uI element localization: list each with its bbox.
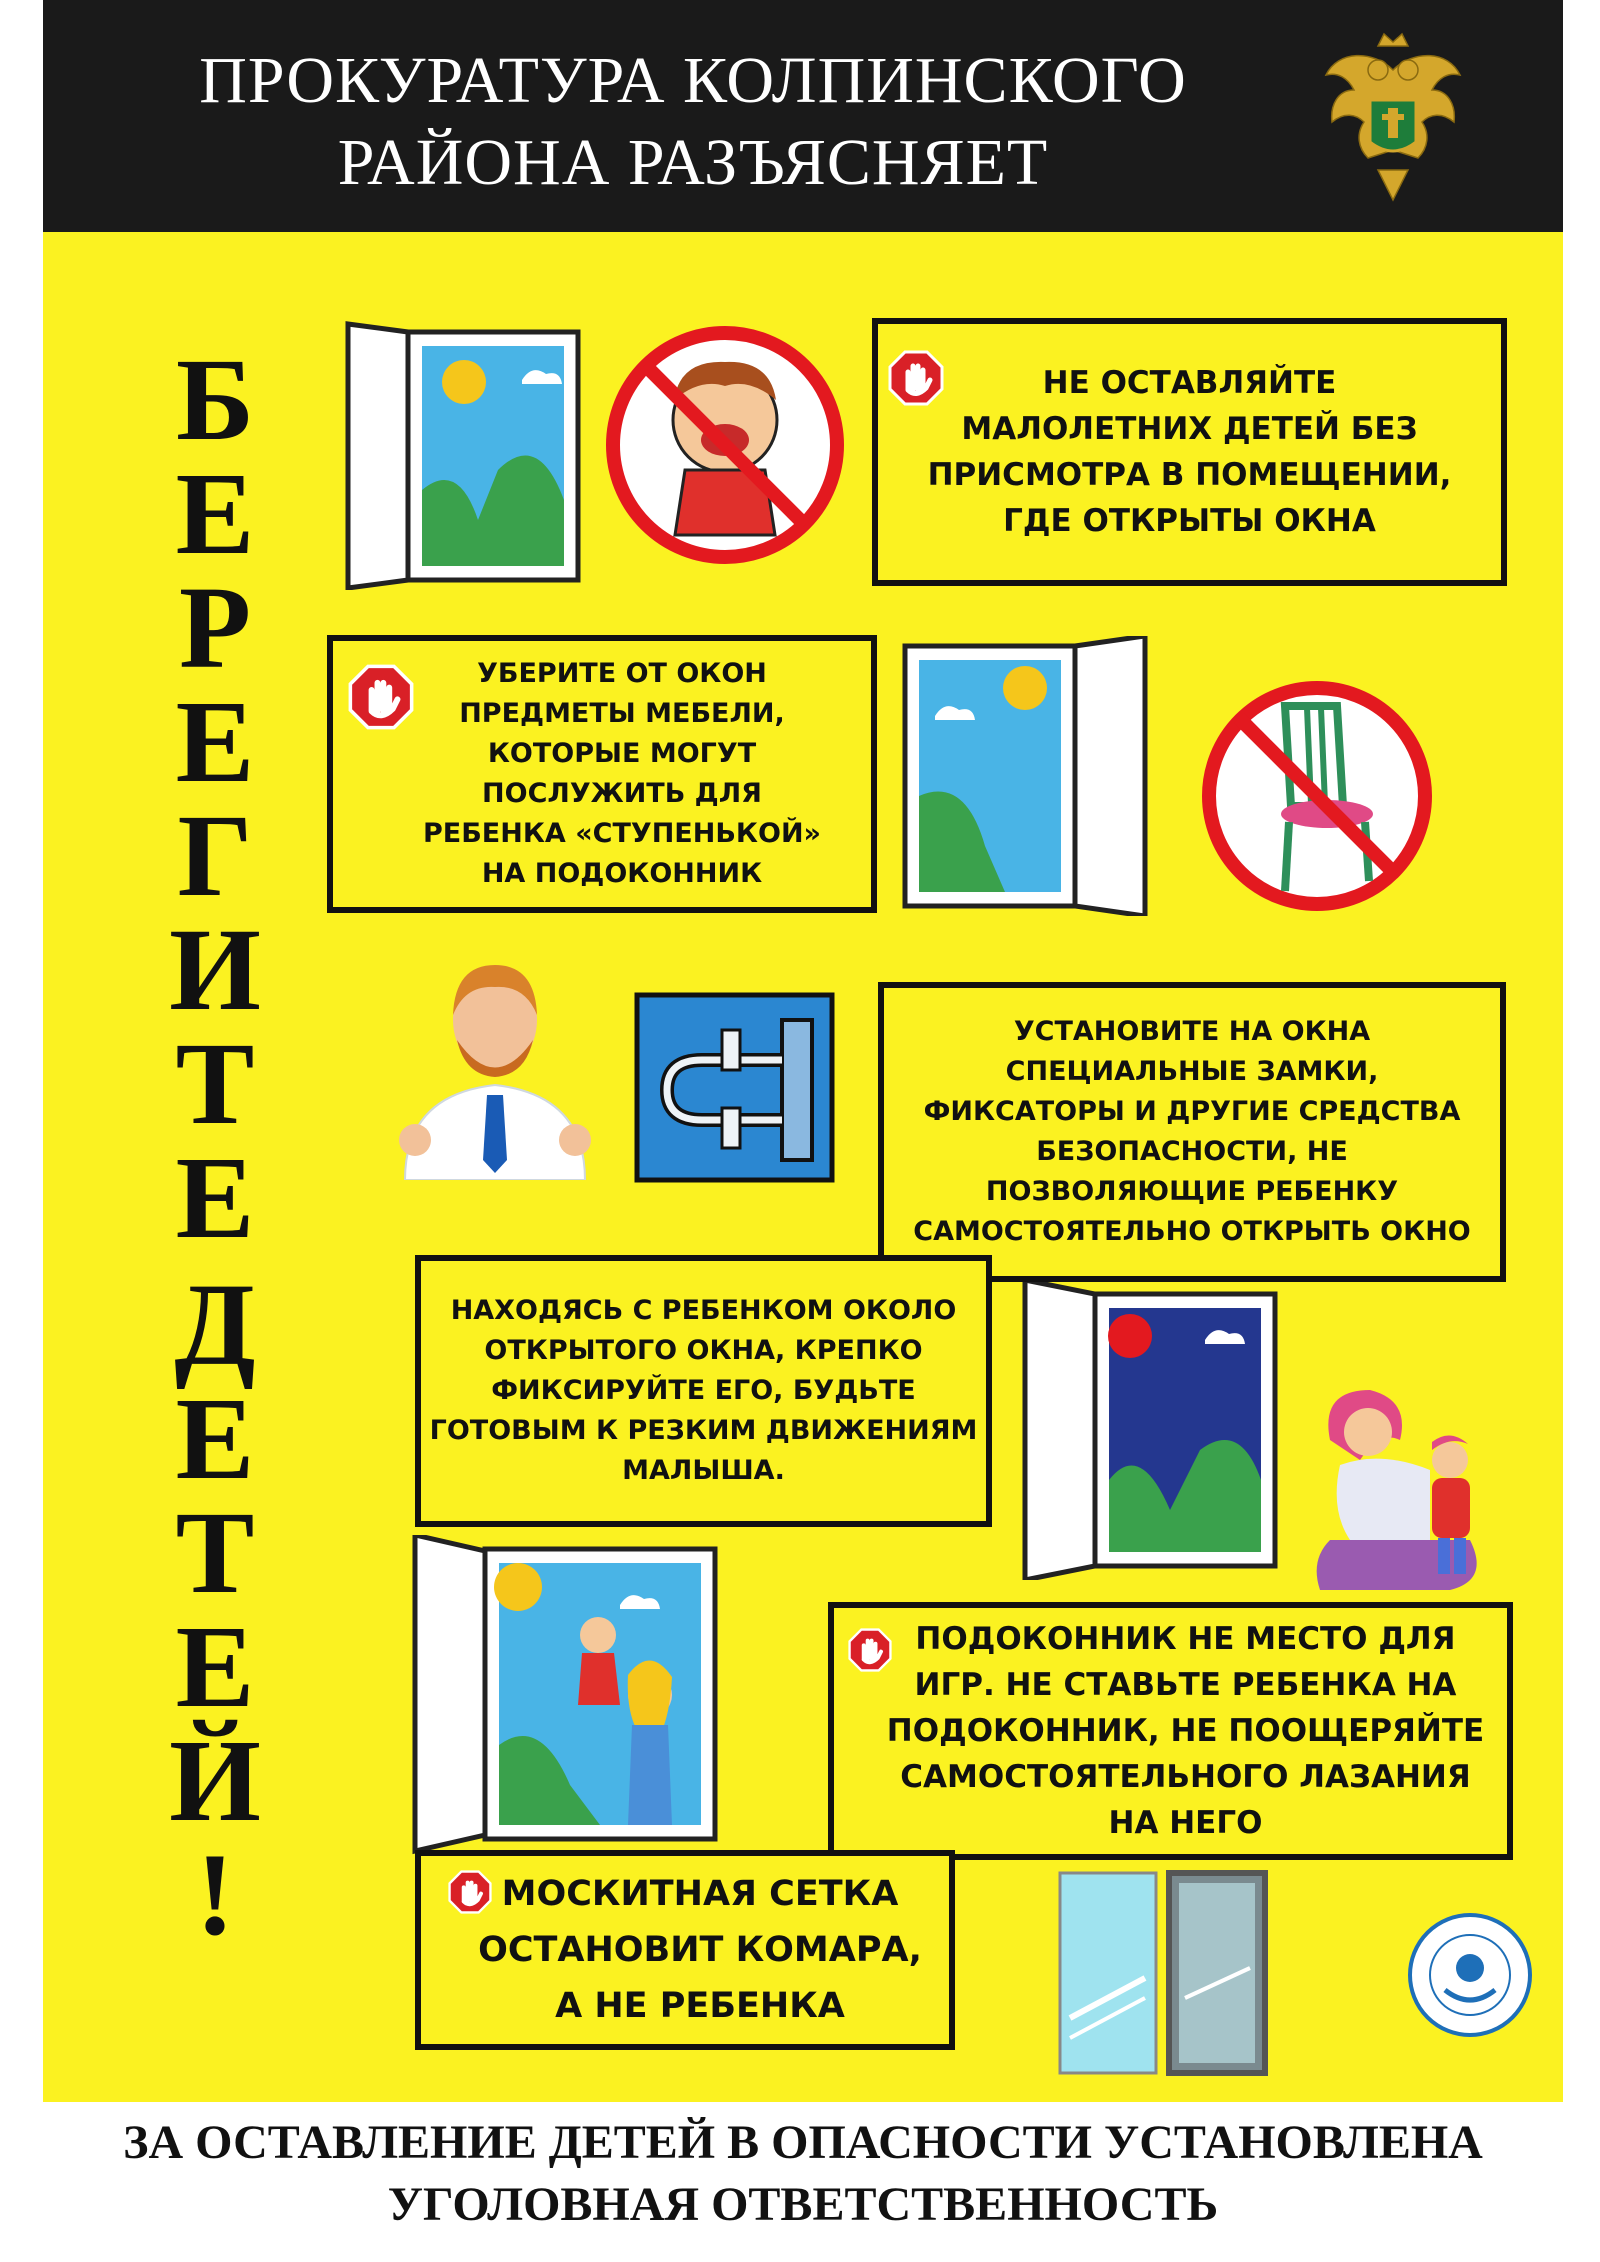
slogan-letter: Й [169,1715,261,1846]
emblem-icon [1318,30,1468,210]
tip-text-2: УБЕРИТЕ ОТ ОКОН ПРЕДМЕТЫ МЕБЕЛИ, КОТОРЫЕ МОГУТ ПОСЛУЖИТЬ ДЛЯ РЕБЕНКА «СТУПЕНЬКОЙ» НА ПОДОКОННИК [423,658,821,889]
footer-line1: ЗА ОСТАВЛЕНИЕ ДЕТЕЙ В ОПАСНОСТИ УСТАНОВЛЕНА [123,2116,1483,2169]
header-title-line1: ПРОКУРАТУРА КОЛПИНСКОГО [199,44,1187,117]
tip-box-6 [415,1850,955,2050]
slogan-letter: Б [175,334,254,465]
slogan-letter: Е [175,676,255,807]
slogan-letter: И [169,904,261,1035]
slogan-letter: Т [175,1487,255,1618]
stop-hand-icon [448,1870,492,1914]
open-window-icon [895,636,1155,916]
mother-child-icon [1300,1370,1510,1600]
slogan-letter: Г [177,790,253,921]
open-window-icon [1020,1280,1285,1580]
tip-text-4: НАХОДЯСЬ С РЕБЕНКОМ ОКОЛО ОТКРЫТОГО ОКНА, КРЕПКО ФИКСИРУЙТЕ ЕГО, БУДЬТЕ ГОТОВЫМ К РЕЗКИМ ДВИЖЕНИЯМ МАЛЫША. [429,1295,978,1486]
man-thumbs-up-icon [385,945,605,1180]
tip-box-5 [828,1602,1513,1860]
slogan-letter: Т [175,1018,255,1149]
open-window-icon [338,320,593,590]
tip-text-5: ПОДОКОННИК НЕ МЕСТО ДЛЯ ИГР. НЕ СТАВЬТЕ РЕБЕНКА НА ПОДОКОННИК, НЕ ПООЩЕРЯЙТЕ САМОСТОЯТЕЛЬНОГО ЛАЗАНИЯ НА НЕГО [886,1621,1485,1841]
slogan-letter: Е [175,1601,255,1732]
no-chair-icon [1197,676,1437,916]
slogan-letter: Д [174,1259,256,1390]
footer-line2: УГОЛОВНАЯ ОТВЕТСТВЕННОСТЬ [387,2178,1219,2231]
window-lock-icon [632,990,837,1185]
slogan-letter: Е [175,1132,255,1263]
district-logo-icon [1405,1910,1535,2040]
footer-warning [43,2102,1563,2262]
tip-box-1 [872,318,1507,586]
tip-text-3: УСТАНОВИТЕ НА ОКНА СПЕЦИАЛЬНЫЕ ЗАМКИ, ФИКСАТОРЫ И ДРУГИЕ СРЕДСТВА БЕЗОПАСНОСТИ, НЕ ПОЗВОЛЯЮЩИЕ РЕБЕНКУ САМОСТОЯТЕЛЬНО ОТКРЫТЬ ОКНО [913,1016,1471,1247]
no-child-icon [600,320,850,570]
header-title [43,40,1343,204]
stop-hand-icon [888,350,944,406]
stop-hand-icon [348,664,414,730]
tip-box-4 [415,1255,992,1527]
tip-box-3 [878,982,1506,1282]
slogan-letter: ! [195,1829,235,1960]
slogan-letter: Р [178,562,252,693]
slogan-letter: Е [175,1373,255,1504]
slogan-letter: Е [175,448,255,579]
header-title-line2: РАЙОНА РАЗЪЯСНЯЕТ [337,126,1049,199]
tip-text-6: МОСКИТНАЯ СЕТКА ОСТАНОВИТ КОМАРА, А НЕ РЕБЕНКА [478,1874,922,2026]
child-at-window-icon [410,1535,725,1855]
tip-text-1: НЕ ОСТАВЛЯЙТЕ МАЛОЛЕТНИХ ДЕТЕЙ БЕЗ ПРИСМОТРА В ПОМЕЩЕНИИ, ГДЕ ОТКРЫТЫ ОКНА [927,365,1452,539]
mosquito-net-icon [1055,1868,1270,2078]
stop-hand-icon [848,1628,892,1672]
